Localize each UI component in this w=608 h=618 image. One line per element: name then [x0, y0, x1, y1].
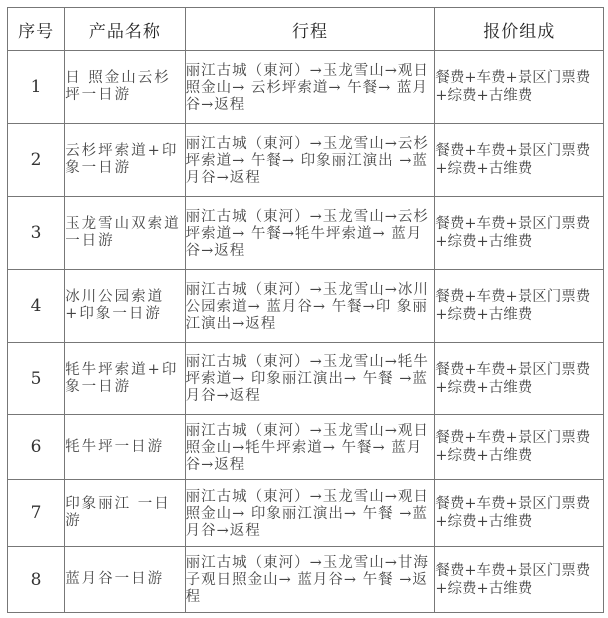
price-composition: 餐费+车费+景区门票费+综费+古维费	[435, 547, 604, 613]
table-row	[8, 480, 604, 547]
price-composition: 餐费+车费+景区门票费+综费+古维费	[435, 343, 604, 415]
itinerary-table	[7, 7, 604, 613]
itinerary-route	[185, 480, 435, 547]
product-name: 蓝月谷一日游	[65, 547, 185, 613]
table-row	[8, 415, 604, 480]
header-itinerary: 行程	[185, 8, 435, 51]
row-index: 2	[8, 124, 65, 197]
itinerary-text: 丽江古城（東河）→玉龙雪山→云杉坪索道→ 午餐→ 印象丽江演出 →蓝月谷→返程	[185, 135, 429, 186]
itinerary-text: 丽江古城（東河）→玉龙雪山→甘海子观日照金山→ 蓝月谷→ 午餐 →返程	[185, 555, 429, 605]
itinerary-route	[185, 547, 435, 613]
itinerary-route	[185, 270, 435, 343]
table-row	[8, 270, 604, 343]
itinerary-text: 丽江古城（東河）→玉龙雪山→云杉坪索道→ 午餐→牦牛坪索道→ 蓝月谷→返程	[185, 208, 429, 259]
row-index: 1	[8, 51, 65, 124]
itinerary-route	[185, 51, 435, 124]
itinerary-route	[185, 415, 435, 480]
header-index: 序号	[8, 8, 65, 51]
row-index: 7	[8, 480, 65, 547]
itinerary-text: 丽江古城（東河）→玉龙雪山→观日照金山→ 印象丽江演出→ 午餐 →蓝月谷→返程	[185, 488, 429, 539]
product-name: 牦牛坪一日游	[65, 415, 185, 480]
product-name: 印象丽江 一日 游	[65, 480, 185, 547]
price-composition: 餐费+车费+景区门票费+综费+古维费	[435, 480, 604, 547]
table-row	[8, 547, 604, 613]
row-index: 3	[8, 197, 65, 270]
product-name: 云杉坪索道+印 象一日游	[65, 124, 185, 197]
product-name: 冰川公园索道+印象一日游	[65, 270, 185, 343]
itinerary-route	[185, 343, 435, 415]
table-row	[8, 197, 604, 270]
price-composition: 餐费+车费+景区门票费+综费+古维费	[435, 415, 604, 480]
price-composition: 餐费+车费+景区门票费+综费+古维费	[435, 197, 604, 270]
price-composition: 餐费+车费+景区门票费+综费+古维费	[435, 51, 604, 124]
table-row	[8, 124, 604, 197]
product-name: 牦牛坪索道+印 象一日游	[65, 343, 185, 415]
header-product-name: 产品名称	[65, 8, 185, 51]
header-price-composition: 报价组成	[435, 8, 604, 51]
itinerary-text: 丽江古城（東河）→玉龙雪山→观日照金山→ 云杉坪索道→ 午餐→ 蓝月谷→返程	[185, 62, 429, 113]
product-name: 日 照金山云杉 坪一日游	[65, 51, 185, 124]
price-composition: 餐费+车费+景区门票费+综费+古维费	[435, 124, 604, 197]
row-index: 4	[8, 270, 65, 343]
table-row	[8, 51, 604, 124]
itinerary-text: 丽江古城（東河）→玉龙雪山→冰川公园索道→ 蓝月谷→ 午餐→印 象丽江演出→返程	[185, 281, 429, 332]
row-index: 5	[8, 343, 65, 415]
row-index: 6	[8, 415, 65, 480]
price-composition: 餐费+车费+景区门票费+综费+古维费	[435, 270, 604, 343]
itinerary-route	[185, 197, 435, 270]
row-index: 8	[8, 547, 65, 613]
itinerary-text: 丽江古城（東河）→玉龙雪山→牦牛坪索道→ 印象丽江演出→ 午餐 →蓝月谷→返程	[185, 354, 429, 404]
itinerary-route	[185, 124, 435, 197]
itinerary-text: 丽江古城（東河）→玉龙雪山→观日照金山→牦牛坪索道→ 午餐→ 蓝月谷→返程	[185, 422, 429, 473]
header-row	[8, 8, 604, 51]
product-name: 玉龙雪山双索道一日游	[65, 197, 185, 270]
table-row	[8, 343, 604, 415]
